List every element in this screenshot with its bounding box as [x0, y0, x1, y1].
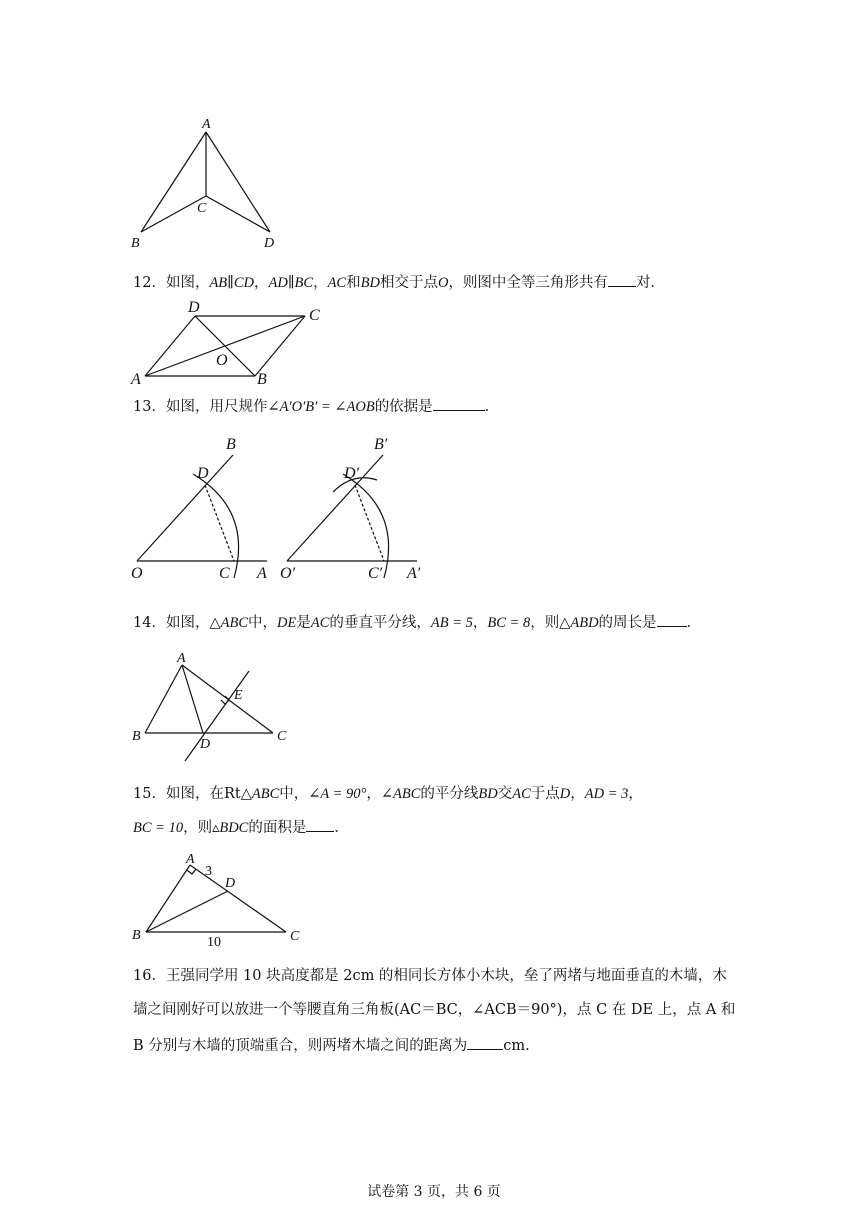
label-a: A	[202, 117, 211, 132]
label-10: 10	[207, 935, 221, 950]
question-16-line-2	[133, 1000, 735, 1020]
math-expr: △ABC	[240, 786, 280, 802]
q-text: 交	[497, 786, 513, 802]
label-c: C	[309, 307, 320, 324]
math-expr: BD	[478, 786, 498, 802]
q-text: 墙之间刚好可以放进一个等腰直角三角板(AC＝BC，∠ACB＝90°)，点 C 在 DE 上，点 A 和	[133, 1002, 736, 1018]
question-16-line-3	[133, 1035, 530, 1056]
math-expr: AC	[512, 786, 531, 802]
q-text: ，	[313, 275, 328, 291]
label-d: D	[264, 236, 275, 251]
q-text: 的面积是	[248, 820, 307, 836]
q-text: 如图，在Rt	[165, 786, 241, 802]
q-text: 中，	[279, 786, 309, 802]
q-text: 的垂直平分线，	[329, 615, 431, 631]
q-text: ，	[570, 786, 585, 802]
math-expr: D	[559, 786, 571, 802]
label-o-prime: O′	[280, 565, 296, 582]
math-expr: O	[437, 275, 449, 291]
math-expr: AC	[310, 615, 330, 631]
figure-q15	[125, 848, 315, 953]
answer-blank[interactable]	[306, 817, 334, 832]
q-text: 的周长是	[598, 615, 657, 631]
q-text: ．	[484, 399, 500, 415]
label-e: E	[234, 688, 243, 703]
label-o: O	[131, 565, 143, 582]
figure-q13	[125, 430, 445, 590]
figure-q14	[125, 645, 305, 755]
answer-blank[interactable]	[657, 612, 687, 627]
label-c-prime: C′	[368, 565, 383, 582]
label-d: D	[225, 876, 236, 891]
math-expr: AB = 5	[430, 615, 473, 631]
label-d-prime: D′	[344, 465, 360, 482]
question-number: 12．	[133, 275, 166, 291]
q-text: 和	[346, 275, 361, 291]
label-a: A	[257, 565, 267, 582]
label-b: B	[131, 236, 140, 251]
q-text: 如图，	[165, 615, 210, 631]
q-text: ，	[472, 615, 488, 631]
q-text: 如图，	[165, 275, 210, 291]
q-text: 相交于点	[379, 275, 438, 291]
math-expr: ∠ABC	[380, 786, 421, 802]
label-a: A	[186, 852, 195, 867]
q-text: cm.	[503, 1038, 530, 1054]
math-expr: BD	[360, 275, 380, 291]
label-b: B	[132, 729, 141, 744]
label-o: O	[216, 352, 228, 369]
math-expr: ∠A′O′B′ = ∠AOB	[267, 399, 375, 415]
math-expr: BC = 10	[133, 820, 184, 836]
math-expr: AD∥BC	[268, 275, 314, 291]
math-expr: ▵BDC	[212, 820, 249, 836]
label-c: C	[290, 929, 300, 944]
math-expr: ∠A = 90°	[308, 786, 367, 802]
question-14	[133, 612, 701, 633]
math-expr: AD = 3	[584, 786, 629, 802]
q-text: ，则	[530, 615, 560, 631]
q-text: ，	[366, 786, 381, 802]
answer-blank[interactable]	[467, 1035, 503, 1050]
q-text: ，则图中全等三角形共有	[448, 275, 608, 291]
math-expr: △ABD	[559, 615, 599, 631]
question-12	[133, 272, 665, 293]
math-expr: BC = 8	[487, 615, 531, 631]
label-c: C	[197, 201, 207, 216]
question-number: 15．	[133, 786, 166, 802]
label-d: D	[188, 299, 200, 316]
question-15-line-2	[133, 817, 349, 838]
math-expr: △ABC	[209, 615, 248, 631]
q-text: ，	[628, 786, 643, 802]
question-number: 13．	[133, 399, 166, 415]
label-a-prime: A′	[407, 565, 421, 582]
q-text: 对．	[635, 275, 665, 291]
label-c: C	[277, 729, 287, 744]
answer-blank[interactable]	[433, 396, 485, 411]
question-15-line-1	[133, 784, 643, 804]
label-b: B	[132, 928, 141, 943]
q-text: 于点	[530, 786, 560, 802]
label-3: 3	[205, 864, 212, 879]
label-b-prime: B′	[374, 436, 388, 453]
q-text: B 分别与木墙的顶端重合，则两堵木墙之间的距离为	[133, 1038, 468, 1054]
q-text: 如图，用尺规作	[165, 399, 268, 415]
q-text: ，则	[183, 820, 213, 836]
question-number: 14．	[133, 615, 166, 631]
q-text: ．	[334, 820, 349, 836]
math-expr: DE	[277, 615, 297, 631]
q-text: 16．王强同学用 10 块高度都是 2cm 的相同长方体小木块，垒了两堵与地面垂直的木墙，木	[133, 968, 727, 984]
answer-blank[interactable]	[608, 272, 636, 287]
figure-q11	[125, 112, 290, 252]
q-text: 中，	[248, 615, 277, 631]
label-b: B	[257, 371, 267, 388]
q-text: ，	[254, 275, 269, 291]
question-16-line-1	[133, 966, 727, 986]
page-footer: 试卷第 3 页，共 6 页	[367, 1184, 501, 1200]
q-text: 的依据是	[374, 399, 433, 415]
label-a: A	[131, 371, 141, 388]
label-c: C	[219, 565, 230, 582]
question-13	[133, 396, 499, 417]
q-text: 是	[296, 615, 311, 631]
figure-q12	[125, 298, 335, 390]
math-expr: AC	[327, 275, 347, 291]
label-b: B	[226, 436, 236, 453]
math-expr: AB∥CD	[209, 275, 255, 291]
q-text: 的平分线	[420, 786, 479, 802]
label-d: D	[197, 465, 209, 482]
q-text: ．	[686, 615, 702, 631]
label-d: D	[200, 737, 211, 752]
label-a: A	[177, 651, 186, 666]
